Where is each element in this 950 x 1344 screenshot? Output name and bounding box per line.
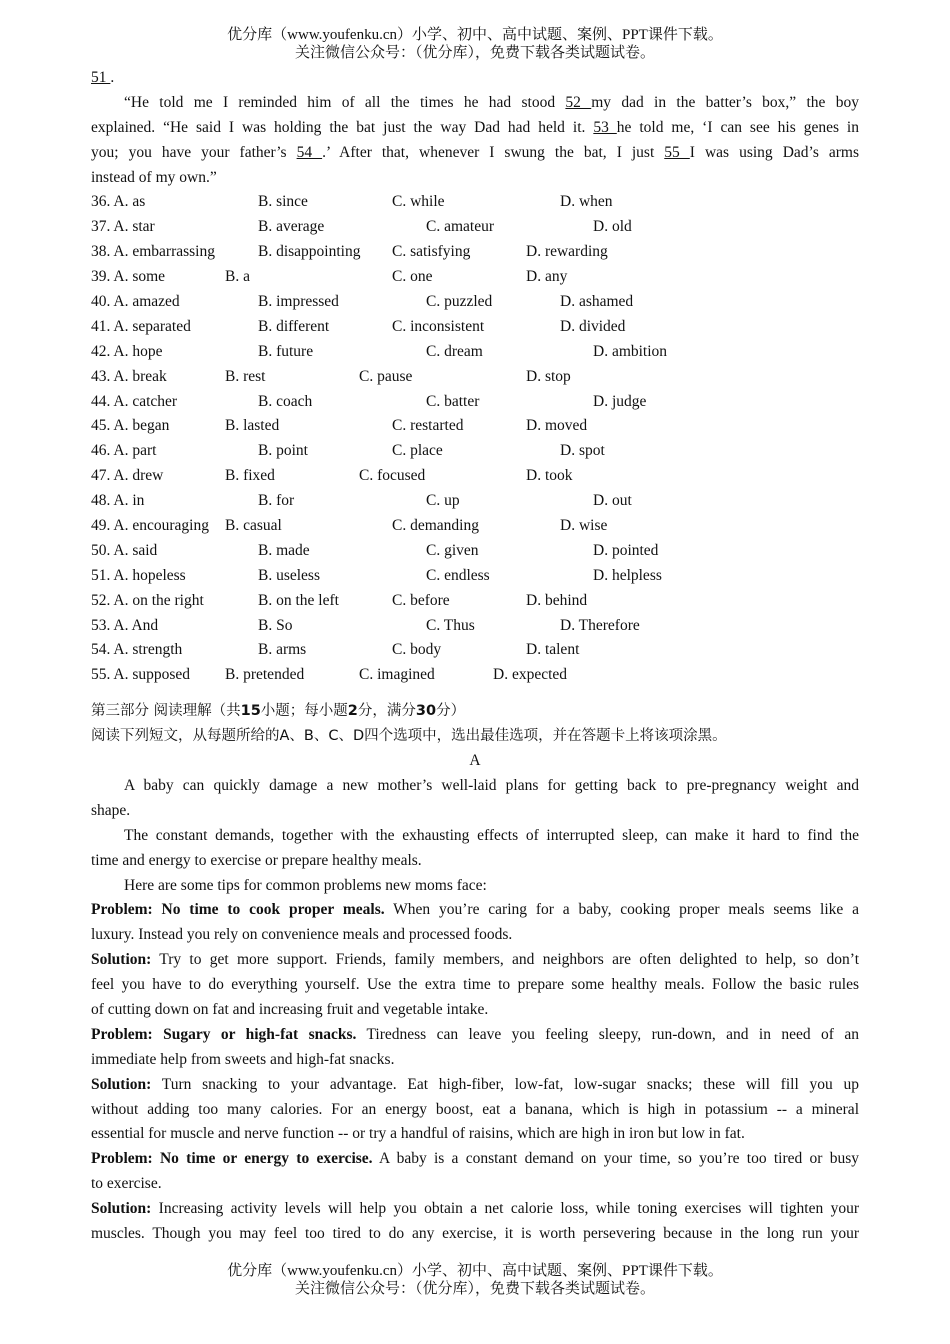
question-row: [91, 290, 859, 315]
text: my dad in the batter’s box,” the boy: [591, 93, 859, 111]
option-c: C. while: [392, 193, 445, 211]
question-row: [91, 414, 859, 439]
option-c: C. before: [392, 591, 450, 609]
passage-line: to exercise.: [91, 1175, 162, 1193]
text: Tiredness can leave you feeling sleepy, run-down, and in need of an: [356, 1025, 859, 1043]
option-b: B. useless: [258, 566, 320, 584]
passage-line: [91, 1023, 859, 1048]
option-a: 38. A. embarrassing: [91, 243, 215, 261]
option-a: 43. A. break: [91, 367, 167, 385]
option-b: B. rest: [225, 367, 266, 385]
option-c: C. up: [426, 492, 460, 510]
passage-line: feel you have to do everything yourself. Use the extra time to prepare some healthy meals. Follow the basic rules: [91, 976, 859, 994]
option-b: B. since: [258, 193, 308, 211]
passage-line: [91, 898, 859, 923]
text: 2: [347, 703, 358, 720]
option-a: 50. A. said: [91, 541, 158, 559]
option-d: D. any: [526, 268, 568, 286]
question-row: [91, 240, 859, 265]
option-a: 49. A. encouraging: [91, 517, 209, 535]
section-instruction: 阅读下列短文，从每题所给的A、B、C、D四个选项中，选出最佳选项，并在答题卡上将该项涂黑。: [91, 728, 727, 745]
option-c: C. amateur: [426, 218, 495, 236]
passage-line: instead of my own.”: [91, 168, 217, 186]
text: I was using Dad’s arms: [689, 143, 859, 161]
question-row: [91, 390, 859, 415]
option-a: 54. A. strength: [91, 641, 183, 659]
header-line-1: 优分库（www.youfenku.cn）小学、初中、高中试题、案例、PPT课件下载。: [227, 27, 723, 43]
question-row: [91, 589, 859, 614]
option-b: B. impressed: [258, 293, 339, 311]
option-b: B. average: [258, 218, 325, 236]
question-row: [91, 365, 859, 390]
solution-label: Solution:: [91, 1200, 152, 1218]
option-a: 36. A. as: [91, 193, 146, 211]
text: .: [110, 69, 115, 86]
question-row: [91, 539, 859, 564]
option-a: 39. A. some: [91, 268, 166, 286]
text: When you’re caring for a baby, cooking proper meals seems like a: [384, 901, 859, 919]
text: A baby is a constant demand on your time, so you’re too tired or busy: [372, 1150, 859, 1168]
option-b: B. casual: [225, 517, 282, 535]
option-d: D. rewarding: [526, 243, 608, 261]
question-row: [91, 215, 859, 240]
option-c: C. focused: [359, 467, 426, 485]
option-d: D. old: [593, 218, 632, 236]
option-b: B. future: [258, 342, 314, 360]
passage-line: The constant demands, together with the exhausting effects of interrupted sleep, can make it hard to find the: [124, 826, 859, 844]
header-line-2: 关注微信公众号：（优分库），免费下载各类试题试卷。: [294, 45, 655, 61]
option-d: D. out: [593, 492, 632, 510]
option-b: B. fixed: [225, 467, 275, 485]
blank-52: 52: [565, 93, 592, 111]
solution-label: Solution:: [91, 1075, 152, 1093]
question-row: [91, 614, 859, 639]
passage-line: muscles. Though you may feel too tired to do any exercise, it is worth persevering because in the long run your: [91, 1224, 859, 1242]
option-b: B. point: [258, 442, 308, 460]
option-d: D. wise: [560, 517, 608, 535]
passage-line: A baby can quickly damage a new mother’s well-laid plans for getting back to pre-pregnancy weight and: [124, 776, 859, 794]
question-row: [91, 190, 859, 215]
blank-54: 54: [296, 143, 323, 161]
option-c: C. body: [392, 641, 442, 659]
question-list: [91, 190, 859, 688]
option-d: D. ashamed: [560, 293, 634, 311]
option-b: B. coach: [258, 392, 313, 410]
passage-line: [91, 141, 859, 166]
question-row: [91, 564, 859, 589]
passage-line: without adding too many calories. For an energy boost, eat a banana, which is high in potassium -- a mineral: [91, 1100, 859, 1118]
option-c: C. one: [392, 268, 433, 286]
footer-line-2: 关注微信公众号：（优分库），免费下载各类试题试卷。: [294, 1281, 655, 1297]
question-row: [91, 315, 859, 340]
option-d: D. behind: [526, 591, 588, 609]
option-b: B. disappointing: [258, 243, 361, 261]
text: you; you have your father’s: [91, 143, 297, 161]
option-d: D. expected: [493, 666, 568, 684]
document-body: [91, 66, 859, 1247]
text: “He told me I reminded him of all the times he had stood: [124, 93, 566, 111]
spacer: [91, 688, 859, 699]
passage-line: [91, 1073, 859, 1098]
option-c: C. dream: [426, 342, 483, 360]
option-c: C. satisfying: [392, 243, 471, 261]
passage-line: immediate help from sweets and high-fat snacks.: [91, 1050, 395, 1068]
option-d: D. helpless: [593, 566, 662, 584]
page-footer: [0, 1262, 950, 1298]
option-b: B. different: [258, 317, 330, 335]
option-b: B. a: [225, 268, 250, 286]
text: Increasing activity levels will help you obtain a net calorie loss, while toning exercises will tighten your: [151, 1200, 859, 1218]
problem-label: Problem: Sugary or high-fat snacks.: [91, 1025, 357, 1043]
option-d: D. took: [526, 467, 573, 485]
blank-51: 51: [91, 69, 111, 86]
option-a: 47. A. drew: [91, 467, 164, 485]
passage-line: time and energy to exercise or prepare healthy meals.: [91, 851, 422, 869]
option-c: C. inconsistent: [392, 317, 485, 335]
text: 30: [415, 703, 437, 720]
option-c: C. pause: [359, 367, 413, 385]
option-c: C. puzzled: [426, 293, 493, 311]
option-c: C. demanding: [392, 517, 479, 535]
page-header: [0, 26, 950, 62]
footer-line-1: 优分库（www.youfenku.cn）小学、初中、高中试题、案例、PPT课件下载。: [227, 1263, 723, 1279]
option-a: 55. A. supposed: [91, 666, 191, 684]
option-a: 40. A. amazed: [91, 293, 180, 311]
option-d: D. spot: [560, 442, 605, 460]
text: explained. “He said I was holding the bat just the way Dad had held it.: [91, 118, 594, 136]
option-d: D. moved: [526, 417, 588, 435]
question-row: [91, 340, 859, 365]
question-row: [91, 265, 859, 290]
passage-line: of cutting down on fat and increasing fruit and vegetable intake.: [91, 1000, 489, 1018]
option-a: 37. A. star: [91, 218, 155, 236]
option-a: 51. A. hopeless: [91, 566, 186, 584]
option-c: C. endless: [426, 566, 490, 584]
text: 第三部分 阅读理解（共: [91, 703, 241, 720]
text: 分，满分: [357, 703, 416, 720]
option-c: C. place: [392, 442, 443, 460]
option-a: 42. A. hope: [91, 342, 163, 360]
passage-line: [91, 948, 859, 973]
question-row: [91, 439, 859, 464]
text: Try to get more support. Friends, family members, and neighbors are often delighted to help, so don’t: [151, 951, 859, 969]
option-a: 53. A. And: [91, 616, 159, 634]
option-a: 44. A. catcher: [91, 392, 178, 410]
passage-label: A: [469, 752, 481, 770]
option-d: D. when: [560, 193, 613, 211]
option-d: D. judge: [593, 392, 647, 410]
passage-line: [91, 66, 859, 91]
passage-line: essential for muscle and nerve function -- or try a handful of raisins, which are high in iron but low in fat.: [91, 1125, 745, 1143]
text: 15: [240, 703, 261, 720]
text: 分）: [436, 703, 466, 720]
option-d: D. talent: [526, 641, 580, 659]
option-b: B. arms: [258, 641, 307, 659]
option-b: B. on the left: [258, 591, 339, 609]
option-c: C. restarted: [392, 417, 464, 435]
option-b: B. lasted: [225, 417, 280, 435]
text: 小题；每小题: [260, 703, 348, 720]
problem-label: Problem: No time to cook proper meals.: [91, 901, 385, 919]
option-b: B. for: [258, 492, 295, 510]
option-d: D. pointed: [593, 541, 659, 559]
option-a: 45. A. began: [91, 417, 170, 435]
passage-line: [91, 1197, 859, 1222]
question-row: [91, 514, 859, 539]
option-d: D. stop: [526, 367, 571, 385]
blank-53: 53: [593, 118, 617, 136]
passage-line: [91, 91, 859, 116]
option-a: 41. A. separated: [91, 317, 191, 335]
passage-line: [91, 1147, 859, 1172]
option-d: D. ambition: [593, 342, 668, 360]
question-row: [91, 638, 859, 663]
question-row: [91, 663, 859, 688]
text: he told me, ‘I can see his genes in: [616, 118, 859, 136]
option-b: B. made: [258, 541, 310, 559]
solution-label: Solution:: [91, 951, 152, 969]
option-c: C. given: [426, 541, 479, 559]
blank-55: 55: [664, 143, 690, 161]
passage-line: luxury. Instead you rely on convenience meals and processed foods.: [91, 926, 513, 944]
option-c: C. batter: [426, 392, 480, 410]
text: Turn snacking to your advantage. Eat high-fiber, low-fat, low-sugar snacks; these will fill you up: [151, 1075, 859, 1093]
option-b: B. pretended: [225, 666, 305, 684]
option-b: B. So: [258, 616, 293, 634]
option-c: C. imagined: [359, 666, 435, 684]
text: .’ After that, whenever I swung the bat, I just: [322, 143, 665, 161]
question-row: [91, 464, 859, 489]
passage-line: [91, 116, 859, 141]
option-c: C. Thus: [426, 616, 475, 634]
option-a: 46. A. part: [91, 442, 157, 460]
question-row: [91, 489, 859, 514]
option-a: 52. A. on the right: [91, 591, 204, 609]
problem-label: Problem: No time or energy to exercise.: [91, 1150, 373, 1168]
passage-line: Here are some tips for common problems new moms face:: [124, 876, 487, 894]
passage-line: shape.: [91, 801, 131, 819]
option-d: D. Therefore: [560, 616, 640, 634]
section-title: [91, 699, 859, 724]
option-a: 48. A. in: [91, 492, 145, 510]
option-d: D. divided: [560, 317, 626, 335]
